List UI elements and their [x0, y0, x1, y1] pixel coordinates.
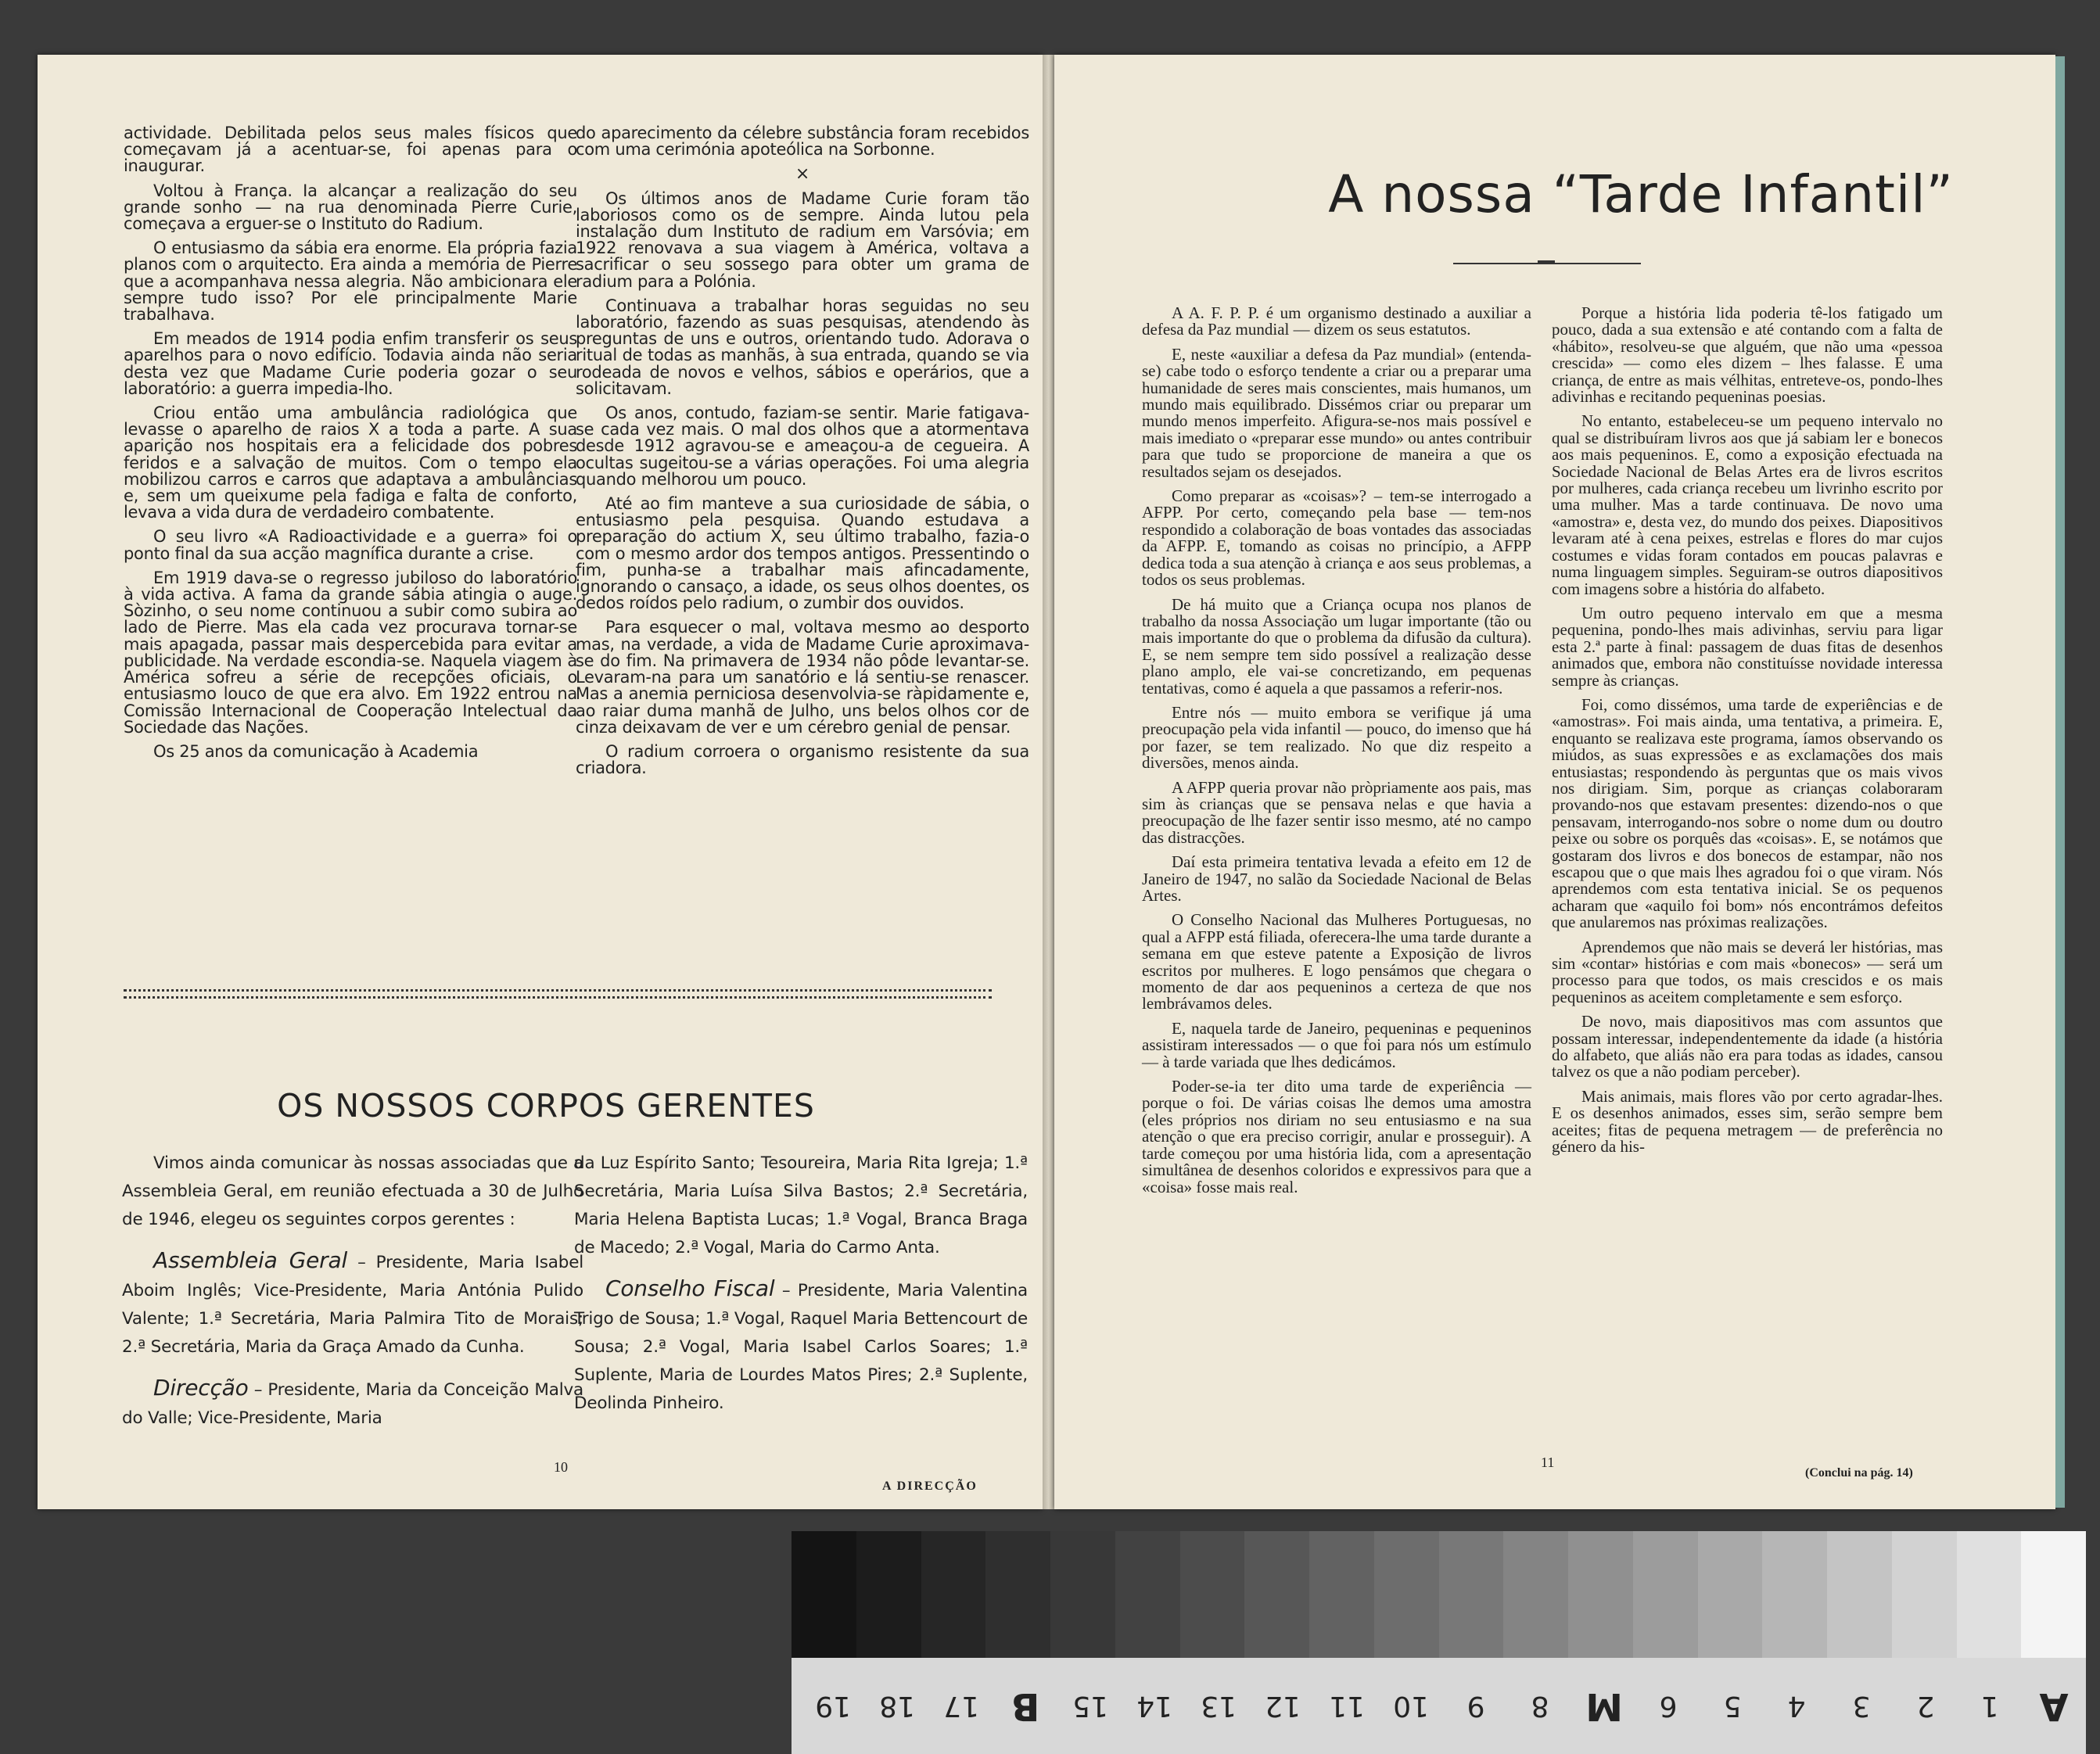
paragraph: O seu livro «A Radioactividade e a guerra» foi o ponto final da sua acção magnífica durante a crise.	[124, 527, 577, 563]
paragraph: O radium corroera o organismo resistente da sua criadora.	[576, 741, 1029, 778]
article-title: A nossa “Tarde Infantil”	[1328, 164, 1954, 224]
scale-label: 18	[879, 1690, 916, 1722]
conselho-entry	[574, 1275, 1028, 1418]
gray-swatch	[1244, 1531, 1309, 1658]
gray-swatch	[1892, 1531, 1957, 1658]
assembleia-text: – Presidente, Maria Isabel Aboim Inglês; Vice-Presidente, Maria Antónia Pulido Valente; 1.ª Secretária, Maria Palmira Tito de Morais; 2.ª Secretária, Maria da Graça Amado da Cunha.	[122, 1253, 583, 1357]
paragraph: Criou então uma ambulância radiológica que levasse o aparelho de raios X a toda a parte. A sua aparição nos hospitais era a felicidade dos pobres feridos e a salvação de muitos. Com o tempo ela mobilizou carros e carros que adaptava a ambulâncias e, sem um queixume pela fadiga e falta de conforto, levava a vida dura de verdadeiro combatente.	[124, 404, 577, 522]
scale-label: 3	[1852, 1690, 1871, 1722]
paragraph: De novo, mais diapositivos mas com assuntos que possam interessar, independentemente da idade (a história do alfabeto, que aliás não era para todas as idades, cansou talvez os que a não podiam perceber).	[1552, 1012, 1943, 1081]
conselho-heading: Conselho Fiscal	[605, 1275, 775, 1301]
scale-label: 17	[943, 1690, 980, 1722]
scale-label: 19	[815, 1690, 851, 1722]
scale-label: 10	[1393, 1690, 1430, 1722]
gray-swatch	[1374, 1531, 1439, 1658]
paragraph: A AFPP queria provar não pròpriamente aos pais, mas sim às crianças que se pensava nelas e que havia a preocupação de lhe fazer sentir isso mesmo, até no campo das distracções.	[1142, 777, 1531, 847]
paragraph: Em 1919 dava-se o regresso jubiloso do laboratório à vida activa. A fama da grande sábia atingia o auge. Sòzinho, o seu nome continuou a subir como subira ao lado de Pierre. Mas ela cada vez procurava tornar-se mais apagada, passar mais despercebida para evitar a publicidade. Na verdade escondia-se. Naquela viagem à América sofreu a série de recepções oficiais, o entusiasmo louco de que era alvo. Em 1922 entrou na Comissão Internacional de Cooperação Intelectual da Sociedade das Nações.	[124, 568, 577, 737]
direccao-text: – Presidente, Maria da Conceição Malva do Valle; Vice-Presidente, Maria	[122, 1380, 583, 1428]
book-gutter	[1043, 55, 1054, 1509]
scale-label: 9	[1466, 1690, 1485, 1722]
paragraph: Os anos, contudo, faziam-se sentir. Marie fatigava-se cada vez mais. O mal dos olhos que a atormentava desde 1912 agravou-se e ameaçou-a de cegueira. A ocultas sugeitou-se a várias operações. Foi uma alegria quando melhorou um pouco.	[576, 404, 1029, 489]
gray-swatch	[1050, 1531, 1115, 1658]
gray-swatch	[1568, 1531, 1633, 1658]
paragraph: Os 25 anos da comunicação à Academia	[153, 741, 479, 761]
title-rule	[1453, 263, 1641, 264]
paragraph: Voltou à França. Ia alcançar a realização do seu grande sonho — na rua denominada Pierre Curie, começava a erguer-se o Instituto do Radium.	[124, 181, 577, 234]
left-column-1	[124, 125, 577, 768]
assembleia-heading: Assembleia Geral	[153, 1247, 348, 1273]
scale-label: 13	[1201, 1690, 1237, 1722]
cover-edge	[2055, 56, 2065, 1508]
paragraph: E, neste «auxiliar a defesa da Paz mundial» (entenda-se) cabe todo o esforço tendente a criar ou a preparar uma humanidade de seres mais conscientes, mais humanos, um mundo mais equilibrado. Dissémos criar ou preparar um mundo menos imperfeito. Afigura-se-nos mais possível e mais imediato o «preparar esse mundo» ou antes contribuir para que tudo se proporcione de maneira a que os resultados sejam os desejados.	[1142, 344, 1531, 481]
paragraph: Mais animais, mais flores vão por certo agradar-lhes. E os desenhos animados, esses sim, serão sempre bem aceites; fitas de pequena metragem — de preferência no género da his-	[1552, 1086, 1943, 1157]
paragraph: Para esquecer o mal, voltava mesmo ao desporto mas, na verdade, a vida de Madame Curie aproximava-se do fim. Na primavera de 1934 não pôde levantar-se. Levaram-na para um sanatório e lá sentiu-se renascer. Mas a anemia perniciosa desenvolvia-se ràpidamente e, ao raiar duma manhã de Julho, uns belos olhos cor de cinza deixavam de ver e um cérebro genial de pensar.	[576, 618, 1029, 737]
gray-swatch	[1827, 1531, 1892, 1658]
paragraph: actividade. Debilitada pelos seus males físicos que começavam já a acentuar-se, foi apenas para o inaugurar.	[124, 124, 577, 176]
right-column-1	[1142, 305, 1531, 1203]
paragraph: Entre nós — muito embora se verifique já uma preocupação pela vida infantil — pouco, do imenso que há por fazer, se tem realizado. No que diz respeito a diversões, menos ainda.	[1142, 702, 1531, 773]
gray-swatch	[1957, 1531, 2022, 1658]
scale-label: 5	[1723, 1690, 1742, 1722]
paragraph: Porque a história lida poderia tê-los fatigado um pouco, dada a sua extensão e até contando com a falta de «hábito», resolveu-se que alguém, que não uma «pessoa crescida» — como eles dizem – lhes falasse. E uma criança, de entre as mais vélhitas, entreteve-os, pondo-lhes adivinhas e recitando pequeninas poesias.	[1552, 303, 1943, 407]
page-number: 10	[554, 1459, 568, 1475]
corpos-intro: Vimos ainda comunicar às nossas associadas que a Assembleia Geral, em reunião efectuada a 30 de Julho de 1946, elegeu os seguintes corpos gerentes :	[122, 1153, 583, 1229]
scale-label: 6	[1659, 1690, 1678, 1722]
paragraph: Continuava a trabalhar horas seguidas no seu laboratório, fazendo as suas pesquisas, atendendo às preguntas de uns e outros, orientando tudo. Adorava o ritual de todas as manhãs, à sua entrada, quando se via rodeada de novos e velhos, sábios e operários, que a solicitavam.	[576, 296, 1029, 398]
paragraph: A A. F. P. P. é um organismo destinado a auxiliar a defesa da Paz mundial — dizem os seus estatutos.	[1142, 303, 1531, 339]
dotted-divider	[124, 989, 992, 999]
paragraph: Um outro pequeno intervalo em que a mesma pequenina, pondo-lhes mais adivinhas, serviu para ligar esta 2.ª parte à final: passagem de duas fitas de desenhos animados que, embora não constituísse novidade interessa sempre às crianças.	[1552, 603, 1943, 690]
corpos-column-1	[122, 1150, 583, 1445]
scale-label: 2	[1916, 1690, 1935, 1722]
paragraph: O Conselho Nacional das Mulheres Portuguesas, no qual a AFPP está filiada, oferecera-lhe uma tarde durante a semana em que esteve patente a Exposição de livros escritos por mulheres. E logo pensámos que chegara o momento de dar aos pequeninos a certeza de que nos lembrávamos deles.	[1142, 910, 1531, 1013]
separator-mark: ×	[795, 164, 810, 185]
paragraph: Até ao fim manteve a sua curiosidade de sábia, o entusiasmo pela pesquisa. Quando estudava a preparação do actium X, seu último trabalho, fazia-o com o mesmo ardor dos tempos antigos. Pressentindo o fim, punha-se a trabalhar mais afincadamente, ignorando o cansaço, a idade, os seus olhos doentes, os dedos roídos pelo radium, o zumbir dos ouvidos.	[576, 494, 1029, 613]
paragraph: Daí esta primeira tentativa levada a efeito em 12 de Janeiro de 1947, no salão da Sociedade Nacional de Belas Artes.	[1142, 852, 1531, 905]
signature: A DIRECÇÃO	[882, 1480, 978, 1493]
left-page	[38, 55, 1043, 1509]
paragraph: Foi, como dissémos, uma tarde de experiências e de «amostras». Foi mais ainda, uma tentativa, a primeira. E, enquanto se realizava este programa, íamos observando os miúdos, as suas expressões e as exclamações dos mais entusiastas; respondendo às perguntas que os mais vivos nos dirigiam. Sim, porque as crianças colaboraram provando-nos que estavam presentes: dizendo-nos o que pensavam, interrogando-nos sobre o nome dum ou doutro peixe ou sobre os porquês das «coisas». E, se notámos que gostaram dos livros e dos bonecos de estampar, não nos escapou que o que mais lhes agradou foi o que viram. Nós aprendemos com esta tentativa inicial. Se os pequenos acharam que «aquilo foi bom» nós encontrámos defeitos que anularemos nas próximas realizações.	[1552, 694, 1943, 932]
gray-swatch	[1180, 1531, 1245, 1658]
scale-label: 4	[1787, 1690, 1806, 1722]
paragraph: Em meados de 1914 podia enfim transferir os seus aparelhos para o novo edifício. Todavia ainda não seria desta vez que Madame Curie poderia gozar o seu laboratório: a guerra impedia-lho.	[124, 329, 577, 398]
scale-label: A	[2039, 1684, 2069, 1728]
paragraph: Aprendemos que não mais se deverá ler histórias, mas sim «contar» histórias e com mais «bonecos» — será um processo para que todos, os mais crescidos e os mais pequeninos as aceitem completamente e sem esforço.	[1552, 937, 1943, 1006]
corpos-column-2	[574, 1150, 1028, 1430]
scale-label: 12	[1265, 1690, 1301, 1722]
scale-label: 1	[1980, 1690, 1999, 1722]
scale-label: B	[1011, 1684, 1040, 1728]
right-page	[1054, 55, 2055, 1509]
scale-label: 8	[1531, 1690, 1549, 1722]
gray-swatch	[2021, 1531, 2086, 1658]
paragraph: do aparecimento da célebre substância foram recebidos com uma cerimónia apoteólica na Sorbonne.	[576, 124, 1029, 160]
direccao-entry	[122, 1374, 583, 1433]
paragraph: E, naquela tarde de Janeiro, pequeninas e pequeninos assistiram interessados — o que foi para nós um estímulo — à tarde variada que lhes dedicámos.	[1142, 1018, 1531, 1071]
paragraph: Poder-se-ia ter dito uma tarde de experiência — porque o foi. De várias coisas lhe demos uma amostra (eles próprios nos diriam no seu entusiasmo e na sua atenção o que era preciso corrigir, anular e prosseguir). A tarde começou por uma história lida, com a apresentação simultânea de desenhos coloridos e expressivos para que a «coisa» fosse mais real.	[1142, 1077, 1531, 1196]
scale-label: 15	[1072, 1690, 1108, 1722]
scale-label: 11	[1329, 1690, 1366, 1722]
scale-label: M	[1585, 1684, 1623, 1728]
paragraph: Os últimos anos de Madame Curie foram tão laboriosos como os de sempre. Ainda lutou pela instalação dum Instituto de radium em Varsóvia; em 1922 renovava a sua viagem à América, voltava a sacrificar o seu sossego para obter um grama de radium para a Polónia.	[576, 188, 1029, 291]
paragraph: Como preparar as «coisas»? – tem-se interrogado a AFPP. Por certo, começando pela base — tem-nos respondido a colaboração de boas vontades das associadas da AFPP. E, tomando as coisas no princípio, a AFPP dedica toda a sua atenção à criança e aos seus problemas, a todos os seus problemas.	[1142, 486, 1531, 590]
gray-swatch	[1439, 1531, 1504, 1658]
color-calibration-target	[792, 1531, 2086, 1754]
continuation-note: (Conclui na pág. 14)	[1805, 1466, 1913, 1480]
gray-swatch	[856, 1531, 921, 1658]
paragraph: De há muito que a Criança ocupa nos planos de trabalho da nossa Associação um lugar importante (tão ou mais importante do que o problema da difusão da cultura). E, se nem sempre tem sido possível a realização desse plano amplo, ele vai-se concretizando, em pequenas tentativas, como é aquela a que passamos a referir-nos.	[1142, 594, 1531, 698]
page-number: 11	[1541, 1454, 1555, 1470]
direccao-continuation: da Luz Espírito Santo; Tesoureira, Maria Rita Igreja; 1.ª Secretária, Maria Luísa Silva Bastos; 2.ª Secretária, Maria Helena Baptista Lucas; 1.ª Vogal, Branca Braga de Macedo; 2.ª Vogal, Maria do Carmo Anta.	[574, 1153, 1028, 1257]
gray-swatch	[1309, 1531, 1374, 1658]
paragraph: No entanto, estabeleceu-se um pequeno intervalo no qual se distribuíram livros aos que já sabiam ler e bonecos aos mais pequeninos. E, como a exposição efectuada na Sociedade Nacional de Belas Artes era de livros escritos por mulheres, cada criança recebeu um livrinho escrito por uma mulher. Mas a tarde continuava. De novo uma «amostra» e, desta vez, do mundo dos peixes. Diapositivos levaram até à cena peixes, estrelas e flores do mar cujos costumes e vidas foram contados em poucas palavras e numa linguagem simples. Seguiram-se outros diapositivos com imagens sobre a história do alfabeto.	[1552, 411, 1943, 598]
gray-swatch	[1633, 1531, 1698, 1658]
section-title: OS NOSSOS CORPOS GERENTES	[277, 1087, 815, 1124]
gray-scale-strip	[792, 1531, 2086, 1658]
gray-swatch	[921, 1531, 986, 1658]
gray-swatch	[985, 1531, 1050, 1658]
gray-swatch	[1503, 1531, 1568, 1658]
paragraph: O entusiasmo da sábia era enorme. Ela própria fazia planos com o arquitecto. Era ainda a memória de Pierre que a acompanhava nessa alegria. Não ambicionara ele sempre tudo isso? Por ele principalmente Marie trabalhava.	[124, 239, 577, 325]
gray-swatch	[1115, 1531, 1180, 1658]
conselho-text: – Presidente, Maria Valentina Trigo de Sousa; 1.ª Vogal, Raquel Maria Bettencourt de Sousa; 2.ª Vogal, Maria Isabel Carlos Soares; 1.ª Suplente, Maria de Lourdes Matos Pires; 2.ª Suplente, Deolinda Pinheiro.	[574, 1281, 1028, 1413]
left-column-2	[576, 125, 1029, 784]
gray-swatch	[1762, 1531, 1827, 1658]
right-column-2	[1552, 305, 1943, 1164]
gray-swatch	[1698, 1531, 1763, 1658]
direccao-heading: Direcção	[153, 1375, 249, 1401]
scale-label: 14	[1136, 1690, 1172, 1722]
scale-label-strip	[792, 1658, 2086, 1754]
gray-swatch	[792, 1531, 856, 1658]
assembleia-entry	[122, 1246, 583, 1361]
